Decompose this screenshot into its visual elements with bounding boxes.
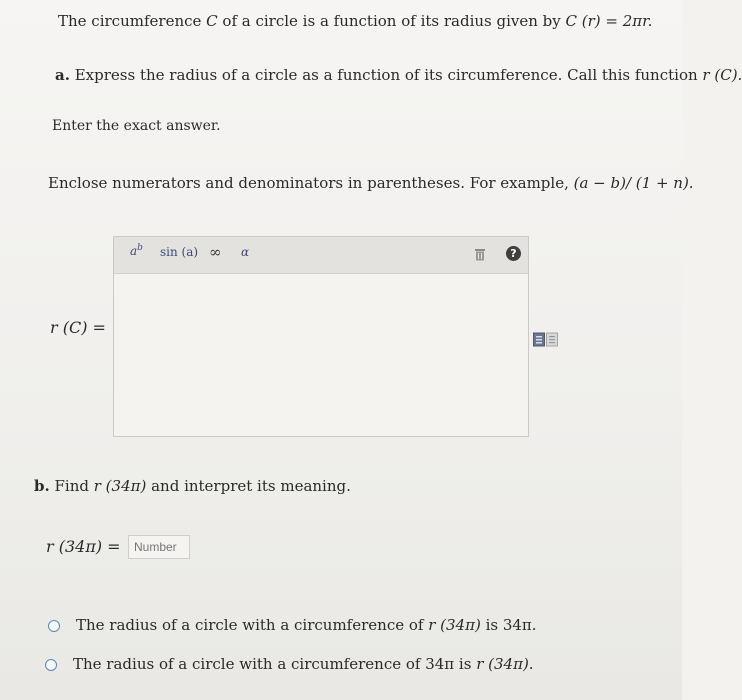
part-b-prompt — [34, 477, 351, 495]
enclose-text: Enclose numerators and denominators in parentheses. For example, — [48, 174, 574, 192]
enter-exact-instruction: Enter the exact answer. — [52, 118, 221, 134]
option-1[interactable] — [48, 616, 537, 634]
power-exponent: b — [137, 243, 143, 253]
part-a-prompt — [55, 66, 742, 84]
radio-button[interactable] — [48, 620, 60, 632]
r-34pi-label-text: r (34π) = — [46, 537, 121, 556]
power-base: a — [130, 244, 138, 258]
trash-icon[interactable] — [474, 248, 486, 261]
option-2-text-b: . — [528, 655, 534, 673]
math-input-area[interactable] — [114, 274, 528, 436]
part-b-label: b. — [34, 477, 50, 495]
part-b-text-2: and interpret its meaning. — [146, 477, 351, 495]
r-of-c-label — [50, 318, 106, 337]
option-2-text-a: The radius of a circle with a circumference of 34π is — [73, 655, 477, 673]
part-a-text: Express the radius of a circle as a function of its circumference. Call this function — [69, 66, 703, 84]
intro-var-c: C — [206, 12, 218, 30]
intro-text-b: of a circle is a function of its radius given by — [217, 12, 566, 30]
r-of-c-label-text: r (C) = — [50, 318, 106, 337]
option-2-expression: r (34π) — [476, 655, 529, 673]
enclose-instruction — [48, 174, 694, 192]
option-1-expression: r (34π) — [428, 616, 481, 634]
part-b-expression: r (34π) — [93, 477, 147, 495]
radio-button[interactable] — [45, 659, 57, 671]
r-34pi-label — [46, 537, 121, 556]
sin-button[interactable]: sin (a) — [160, 245, 199, 259]
option-1-text-a: The radius of a circle with a circumference of — [76, 616, 429, 634]
power-button[interactable] — [130, 243, 143, 258]
math-editor — [113, 236, 529, 437]
editor-side-icons — [533, 332, 559, 352]
part-a-function: r (C). — [702, 66, 742, 84]
intro-text — [58, 12, 652, 30]
keyboard-icon[interactable] — [533, 332, 559, 348]
infinity-button[interactable]: ∞ — [209, 243, 222, 261]
alpha-button[interactable]: α — [241, 245, 250, 259]
option-1-text-b: is 34π. — [480, 616, 537, 634]
part-b-text: Find — [49, 477, 94, 495]
number-input[interactable] — [128, 535, 190, 559]
help-icon[interactable]: ? — [506, 246, 521, 261]
intro-text-a: The circumference — [58, 12, 207, 30]
math-toolbar — [114, 237, 528, 274]
part-a-label: a. — [55, 66, 70, 84]
enclose-example: (a − b)/ (1 + n). — [573, 174, 694, 192]
circumference-formula: C (r) = 2πr. — [565, 12, 653, 30]
option-2[interactable] — [45, 655, 534, 673]
